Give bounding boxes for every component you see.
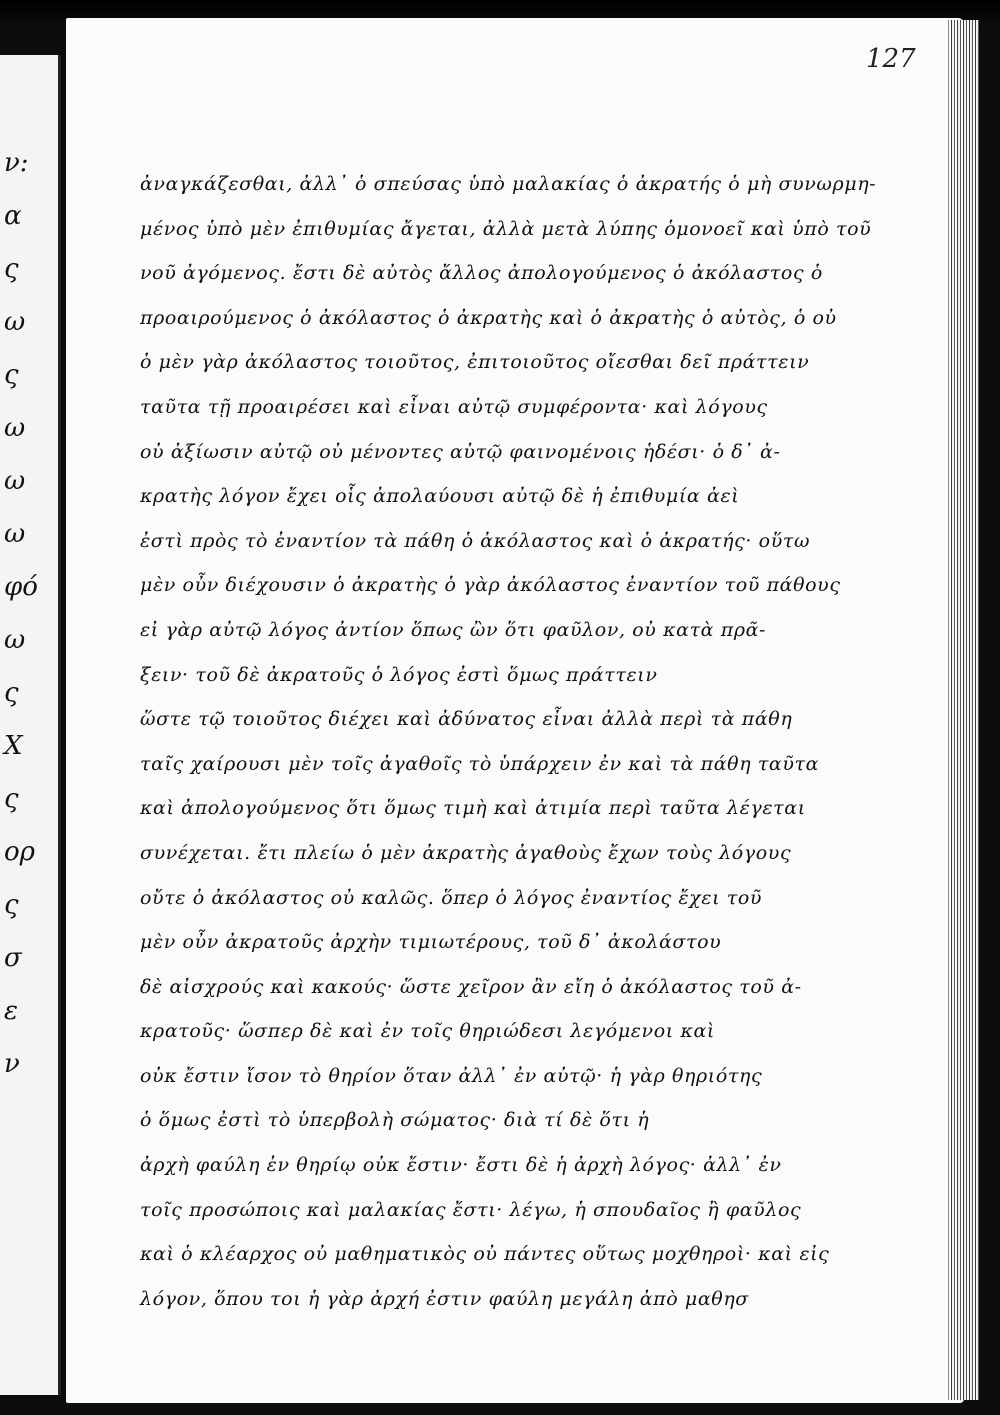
manuscript-line: δὲ αἰσχρούς καὶ κακούς· ὥστε χεῖρον ἂν εἴη ὁ ἀκόλαστος τοῦ ἀ- bbox=[140, 975, 802, 998]
left-page-glyph: ορ bbox=[4, 837, 35, 867]
left-page-glyph: ν bbox=[4, 1049, 20, 1079]
manuscript-line: ἀρχὴ φαύλη ἐν θηρίῳ οὐκ ἔστιν· ἔστι δὲ ἡ ἀρχὴ λόγος· ἀλλ᾽ ἐν bbox=[140, 1154, 782, 1177]
left-page-glyph: Χ bbox=[4, 731, 23, 761]
left-page-glyph: ω bbox=[4, 413, 26, 443]
manuscript-line: μὲν οὖν διέχουσιν ὁ ἀκρατὴς ὁ γὰρ ἀκόλαστος ἐναντίον τοῦ πάθους bbox=[140, 574, 841, 597]
left-page-glyph: ω bbox=[4, 625, 26, 655]
manuscript-line: ταῦτα τῇ προαιρέσει καὶ εἶναι αὐτῷ συμφέροντα· καὶ λόγους bbox=[140, 395, 768, 418]
folio-number: 127 bbox=[866, 44, 916, 74]
manuscript-line: ταῖς χαίρουσι μὲν τοῖς ἀγαθοῖς τὸ ὑπάρχειν ἐν καὶ τὰ πάθη ταῦτα bbox=[140, 752, 820, 775]
left-page-glyph: α bbox=[4, 201, 22, 231]
left-page-glyph: ε bbox=[4, 996, 18, 1026]
left-page-glyph: σ bbox=[4, 943, 22, 973]
manuscript-line: τοῖς προσώποις καὶ μαλακίας ἔστι· λέγω, ἡ σπουδαῖος ἢ φαῦλος bbox=[140, 1198, 802, 1221]
manuscript-line: εἰ γὰρ αὐτῷ λόγος ἀντίον ὅπως ὢν ὅτι φαῦλον, οὐ κατὰ πρᾶ- bbox=[140, 618, 767, 641]
page-fore-edge bbox=[948, 20, 979, 1400]
left-page-glyph: φό bbox=[4, 572, 38, 602]
left-page-glyph: ω bbox=[4, 307, 26, 337]
manuscript-line: ὁ μὲν γὰρ ἀκόλαστος τοιοῦτος, ἐπιτοιοῦτος οἴεσθαι δεῖ πράττειν bbox=[140, 351, 810, 374]
left-page-glyph: ς bbox=[4, 254, 19, 284]
manuscript-text bbox=[140, 162, 877, 1321]
manuscript-line: κρατὴς λόγον ἔχει οἷς ἀπολαύουσι αὐτῷ δὲ ἡ ἐπιθυμία ἀεὶ bbox=[140, 485, 740, 508]
manuscript-line: καὶ ὁ κλέαρχος οὐ μαθηματικὸς οὐ πάντες οὕτως μοχθηροὶ· καὶ εἰς bbox=[140, 1243, 830, 1266]
manuscript-line: οὐ ἀξίωσιν αὐτῷ οὐ μένοντες αὐτῷ φαινομένοις ἡδέσι· ὁ δ᾽ ἀ- bbox=[140, 440, 781, 463]
manuscript-line: νοῦ ἀγόμενος. ἔστι δὲ αὐτὸς ἄλλος ἀπολογούμενος ὁ ἀκόλαστος ὁ bbox=[140, 262, 823, 285]
left-facing-page bbox=[0, 55, 61, 1395]
manuscript-line: μὲν οὖν ἀκρατοῦς ἀρχὴν τιμιωτέρους, τοῦ δ᾽ ἀκολάστου bbox=[140, 931, 722, 954]
manuscript-line: οὐκ ἔστιν ἴσον τὸ θηρίον ὅταν ἀλλ᾽ ἐν αὐτῷ· ἡ γὰρ θηριότης bbox=[140, 1064, 763, 1087]
manuscript-line: λόγον, ὅπου τοι ἡ γὰρ ἀρχή ἐστιν φαύλη μεγάλη ἀπὸ μαθησ bbox=[140, 1287, 749, 1310]
manuscript-line: ὁ ὅμως ἐστὶ τὸ ὑπερβολὴ σώματος· διὰ τί δὲ ὅτι ἡ bbox=[140, 1109, 650, 1132]
left-page-glyph: ς bbox=[4, 360, 19, 390]
manuscript-line: ἀναγκάζεσθαι, ἀλλ᾽ ὁ σπεύσας ὑπὸ μαλακίας ὁ ἀκρατής ὁ μὴ συνωρμη- bbox=[140, 173, 877, 195]
manuscript-line: οὔτε ὁ ἀκόλαστος οὐ καλῶς. ὅπερ ὁ λόγος ἐναντίος ἔχει τοῦ bbox=[140, 886, 763, 909]
manuscript-line: ἐστὶ πρὸς τὸ ἐναντίον τὰ πάθη ὁ ἀκόλαστος καὶ ὁ ἀκρατής· οὕτω bbox=[140, 529, 811, 552]
manuscript-line: ξειν· τοῦ δὲ ἀκρατοῦς ὁ λόγος ἐστὶ ὅμως πράττειν bbox=[140, 663, 658, 686]
manuscript-line: κρατοῦς· ὥσπερ δὲ καὶ ἐν τοῖς θηριώδεσι λεγόμενοι καὶ bbox=[140, 1020, 715, 1043]
manuscript-line: ὥστε τῷ τοιοῦτος διέχει καὶ ἀδύνατος εἶναι ἀλλὰ περὶ τὰ πάθη bbox=[140, 708, 793, 731]
manuscript-line: καὶ ἀπολογούμενος ὅτι ὅμως τιμὴ καὶ ἀτιμία περὶ ταῦτα λέγεται bbox=[140, 797, 806, 820]
left-page-glyph: ω bbox=[4, 519, 26, 549]
manuscript-line: συνέχεται. ἔτι πλείω ὁ μὲν ἀκρατὴς ἀγαθοὺς ἔχων τοὺς λόγους bbox=[140, 841, 792, 864]
manuscript-line: μένος ὑπὸ μὲν ἐπιθυμίας ἄγεται, ἀλλὰ μετὰ λύπης ὁμονοεῖ καὶ ὑπὸ τοῦ bbox=[140, 217, 872, 240]
left-page-glyph: ς bbox=[4, 890, 19, 920]
left-page-glyph: ν: bbox=[4, 148, 29, 178]
manuscript-line: προαιρούμενος ὁ ἀκόλαστος ὁ ἀκρατὴς καὶ ὁ ἀκρατὴς ὁ αὐτὸς, ὁ οὐ bbox=[140, 306, 837, 329]
left-page-glyph: ω bbox=[4, 466, 26, 496]
left-page-glyph: ς bbox=[4, 784, 19, 814]
left-page-glyph: ς bbox=[4, 678, 19, 708]
